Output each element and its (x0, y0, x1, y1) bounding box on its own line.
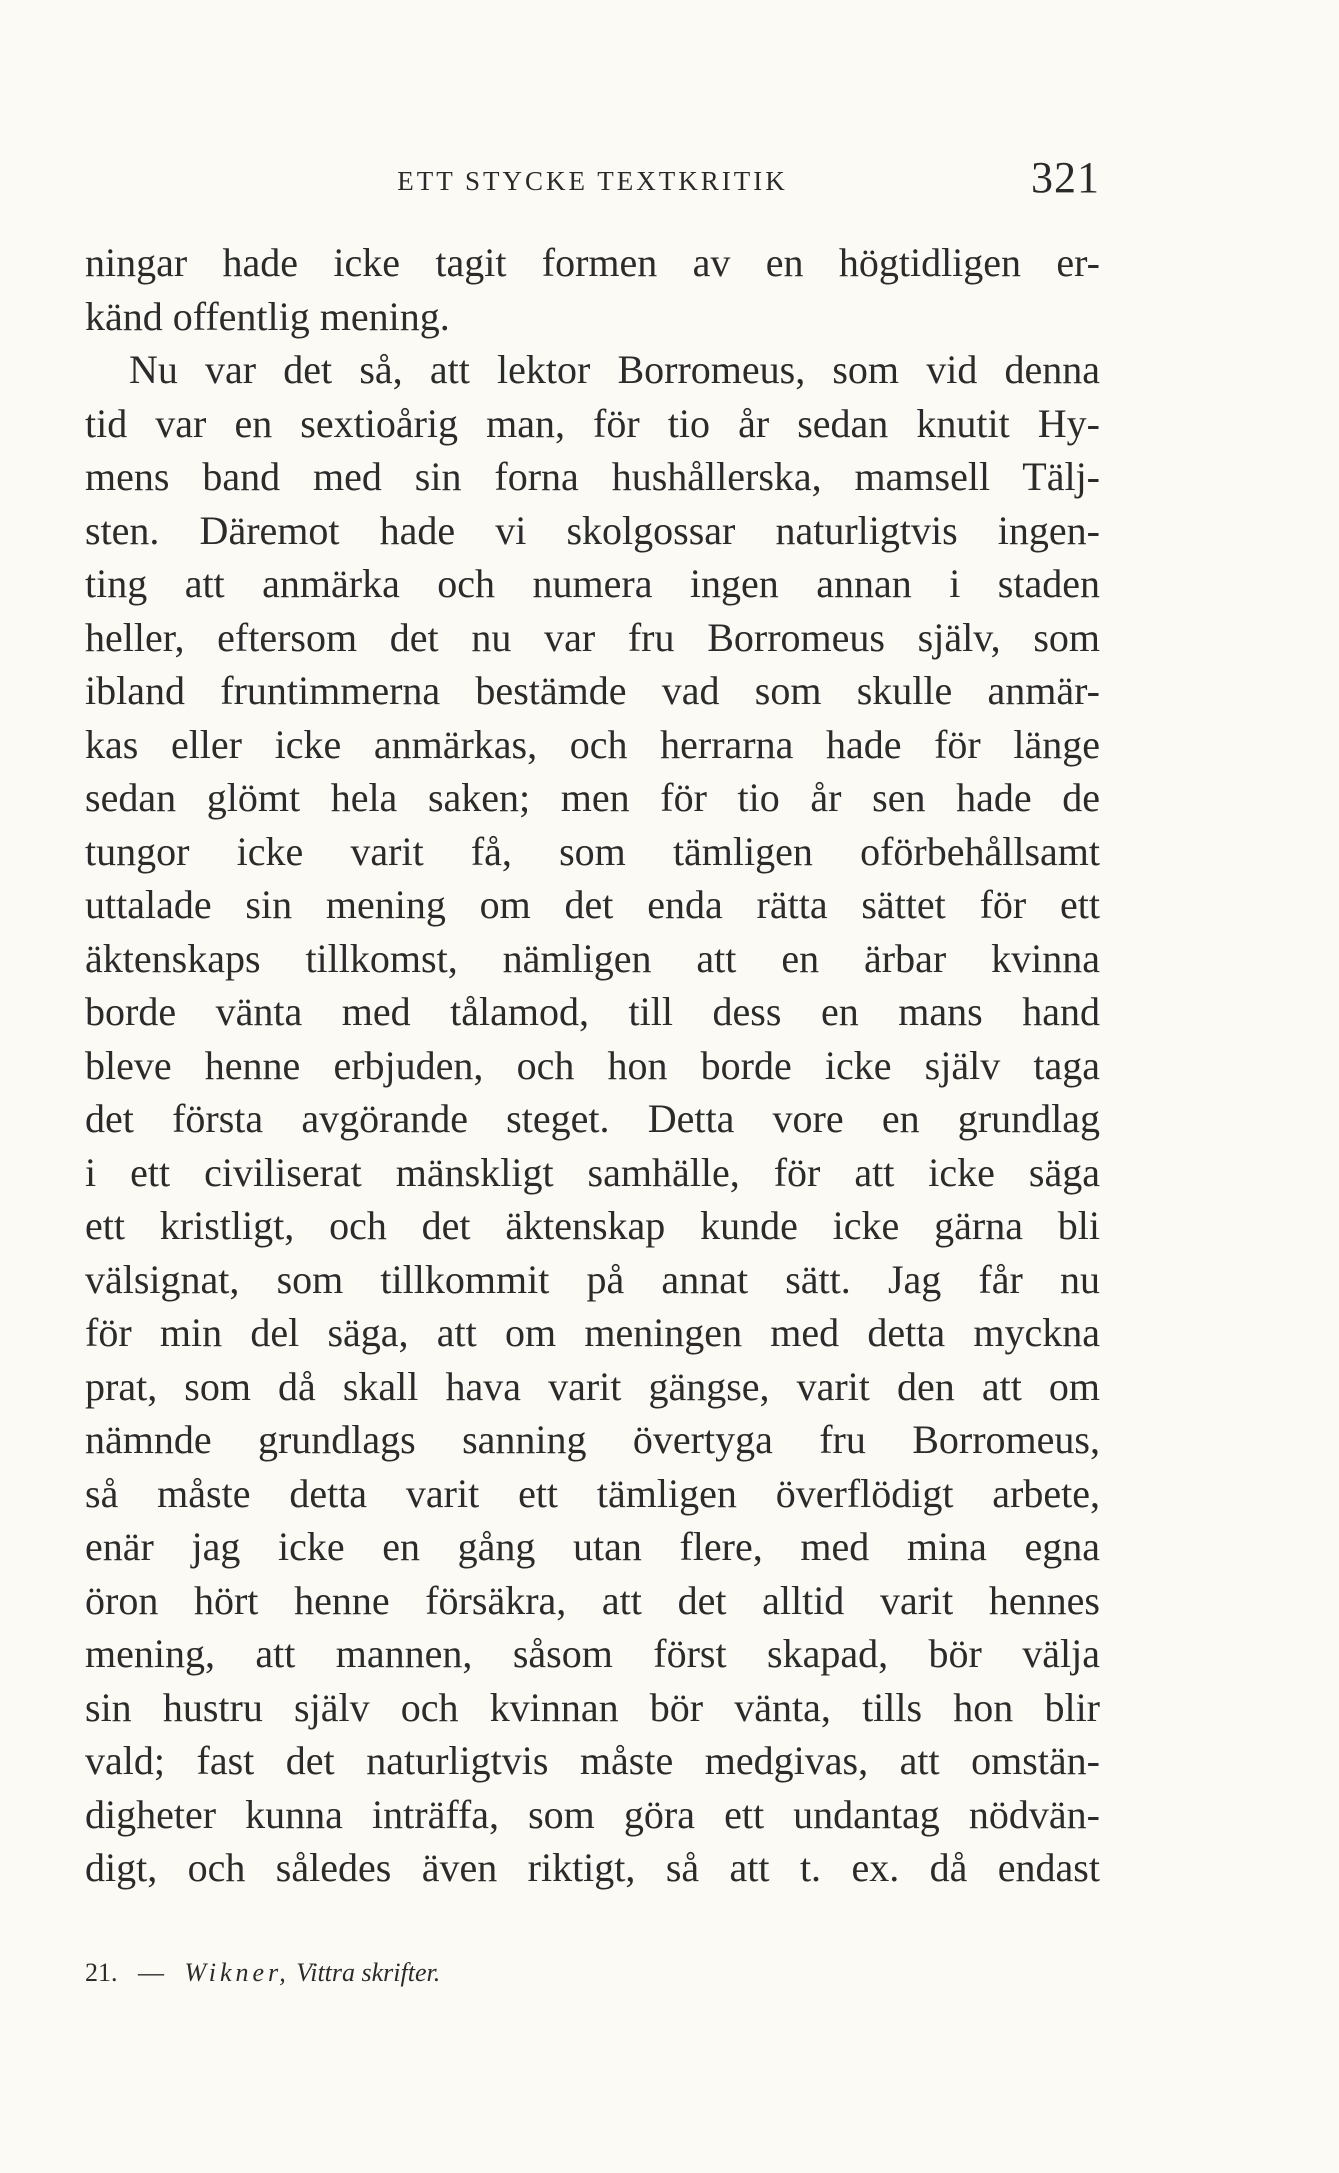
text-line: sin hustru själv och kvinnan bör vänta, tills hon blir (85, 1684, 1100, 1730)
text-line: i ett civiliserat mänskligt samhälle, för att icke säga (85, 1149, 1100, 1195)
text-line: välsignat, som tillkommit på annat sätt. Jag får nu (85, 1256, 1100, 1302)
signature-mark: 21. (85, 1958, 118, 1987)
text-line: bleve henne erbjuden, och hon borde icke själv taga (85, 1042, 1100, 1088)
text-line: enär jag icke en gång utan flere, med mina egna (85, 1524, 1100, 1569)
text-line: ting att anmärka och numera ingen annan i staden (85, 561, 1100, 606)
text-line: tungor icke varit få, som tämligen oförbehållsamt (85, 828, 1100, 874)
text-line: för min del säga, att om meningen med detta myckna (85, 1310, 1100, 1355)
text-line: heller, eftersom det nu var fru Borromeus själv, som (85, 614, 1100, 660)
text-line: kas eller icke anmärkas, och herrarna hade för länge (85, 721, 1100, 767)
text-line: mening, att mannen, såsom först skapad, bör välja (85, 1631, 1100, 1676)
text-line: ett kristligt, och det äktenskap kunde icke gärna bli (85, 1203, 1100, 1248)
page-header (85, 150, 1100, 210)
text-line: vald; fast det naturligtvis måste medgivas, att omstän- (85, 1738, 1100, 1783)
text-line: ibland fruntimmerna bestämde vad som skulle anmär- (85, 668, 1100, 713)
text-line: nämnde grundlags sanning övertyga fru Borromeus, (85, 1417, 1100, 1462)
text-line: sedan glömt hela saken; men för tio år sen hade de (85, 775, 1100, 820)
signature-line (85, 1958, 440, 1988)
footer-author: Wikner, (184, 1958, 290, 1987)
text-line: digt, och således även riktigt, så att t. ex. då endast (85, 1845, 1100, 1890)
text-line: det första avgörande steget. Detta vore en grundlag (85, 1096, 1100, 1141)
text-line: äktenskaps tillkomst, nämligen att en ärbar kvinna (85, 935, 1100, 981)
footer-title: Vittra skrifter. (296, 1958, 441, 1987)
text-line: ningar hade icke tagit formen av en högtidligen er- (85, 240, 1100, 285)
text-line: tid var en sextioårig man, för tio år sedan knutit Hy- (85, 400, 1100, 446)
text-line: prat, som då skall hava varit gängse, varit den att om (85, 1363, 1100, 1409)
signature-dash: — (138, 1958, 164, 1987)
text-line: borde vänta med tålamod, till dess en mans hand (85, 989, 1100, 1034)
running-head: ETT STYCKE TEXTKRITIK (397, 166, 788, 196)
text-line: öron hört henne försäkra, att det alltid varit hennes (85, 1577, 1100, 1623)
text-line: Nu var det så, att lektor Borromeus, som vid denna (129, 347, 1100, 392)
text-line: sten. Däremot hade vi skolgossar naturligtvis ingen- (85, 507, 1100, 553)
text-line: digheter kunna inträffa, som göra ett undantag nödvän- (85, 1791, 1100, 1837)
text-line: så måste detta varit ett tämligen överflödigt arbete, (85, 1470, 1100, 1516)
text-line: känd offentlig mening. (85, 293, 450, 339)
page-number: 321 (1031, 153, 1100, 202)
text-line: mens band med sin forna hushållerska, mamsell Tälj- (85, 454, 1100, 499)
body-text (85, 236, 1100, 1895)
text-line: uttalade sin mening om det enda rätta sättet för ett (85, 882, 1100, 927)
